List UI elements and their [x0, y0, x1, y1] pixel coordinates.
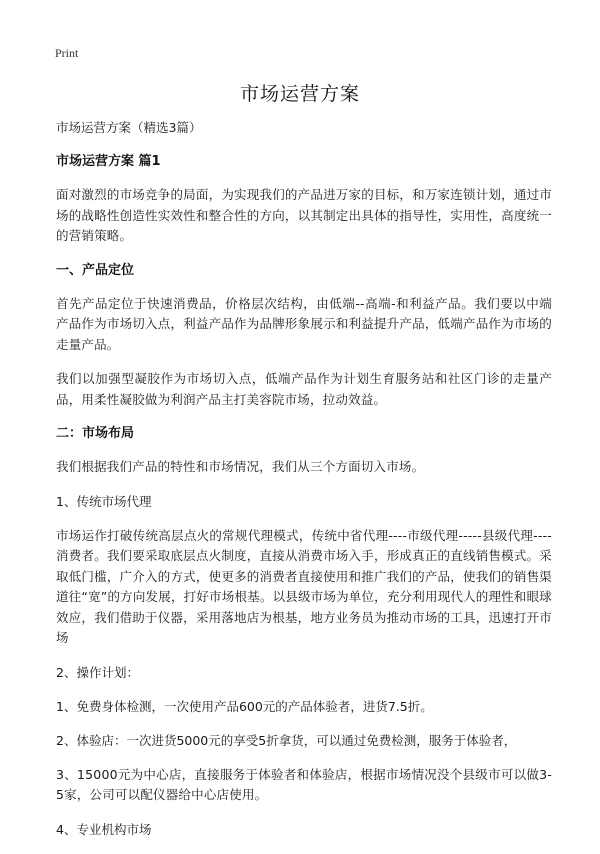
intro-paragraph: 面对激烈的市场竞争的局面，为实现我们的产品进万家的目标，和万家连锁计划，通过市场的战略性创造性实效性和整合性的方向，以其制定出具体的指导性，实用性，高度统一的营销策略。: [56, 187, 552, 243]
document-body: [56, 118, 552, 854]
document-title: 市场运营方案: [239, 83, 360, 105]
subheading: 4、专业机构市场: [56, 821, 152, 837]
list-item: 3、15000元为中心店，直接服务于体验者和体验店，根据市场情况没个县级市可以做3-5家，公司可以配仪器给中心店使用。: [56, 766, 552, 802]
section-heading-product-positioning: 一、产品定位: [56, 262, 135, 278]
paragraph: 市场运作打破传统高层点火的常规代理模式，传统中省代理----市级代理-----县级代理----消费者。我们要采取底层点火制度，直接从消费市场入手，形成真正的直线销售模式。采取低门槛，广介入的方式，使更多的消费者直接使用和推广我们的产品，使我们的销售渠道往“宽”的方向发展，打好市场根基。以县级市场为单位，充分利用现代人的理性和眼球效应，我们借助于仪器，采用落地店为根基，地方业务员为推动市场的工具，迅速打开市场: [56, 527, 552, 645]
paragraph: 我们根据我们产品的特性和市场情况，我们从三个方面切入市场。: [56, 459, 425, 474]
list-item: 1、免费身体检测，一次使用产品600元的产品体验者，进货7.5折。: [56, 698, 433, 714]
list-item: 2、体验店：一次进货5000元的享受5折拿货，可以通过免费检测，服务于体验者，: [56, 732, 517, 748]
paragraph: 我们以加强型凝胶作为市场切入点，低端产品作为计划生育服务站和社区门诊的走量产品，用柔性凝胶做为利润产品主打美容院市场，拉动效益。: [56, 371, 552, 407]
paragraph: 首先产品定位于快速消费品，价格层次结构，由低端--高端-和利益产品。我们要以中端产品作为市场切入点，利益产品作为品牌形象展示和利益提升产品，低端产品作为市场的走量产品。: [56, 295, 552, 352]
part-heading: 市场运营方案 篇1: [56, 154, 161, 169]
subheading: 1、传统市场代理: [56, 493, 152, 509]
subheading: 2、操作计划：: [56, 664, 139, 680]
section-heading-market-layout: 二：市场布局: [56, 426, 135, 441]
print-label: Print: [55, 46, 79, 60]
document-subtitle: 市场运营方案（精选3篇）: [56, 120, 202, 135]
